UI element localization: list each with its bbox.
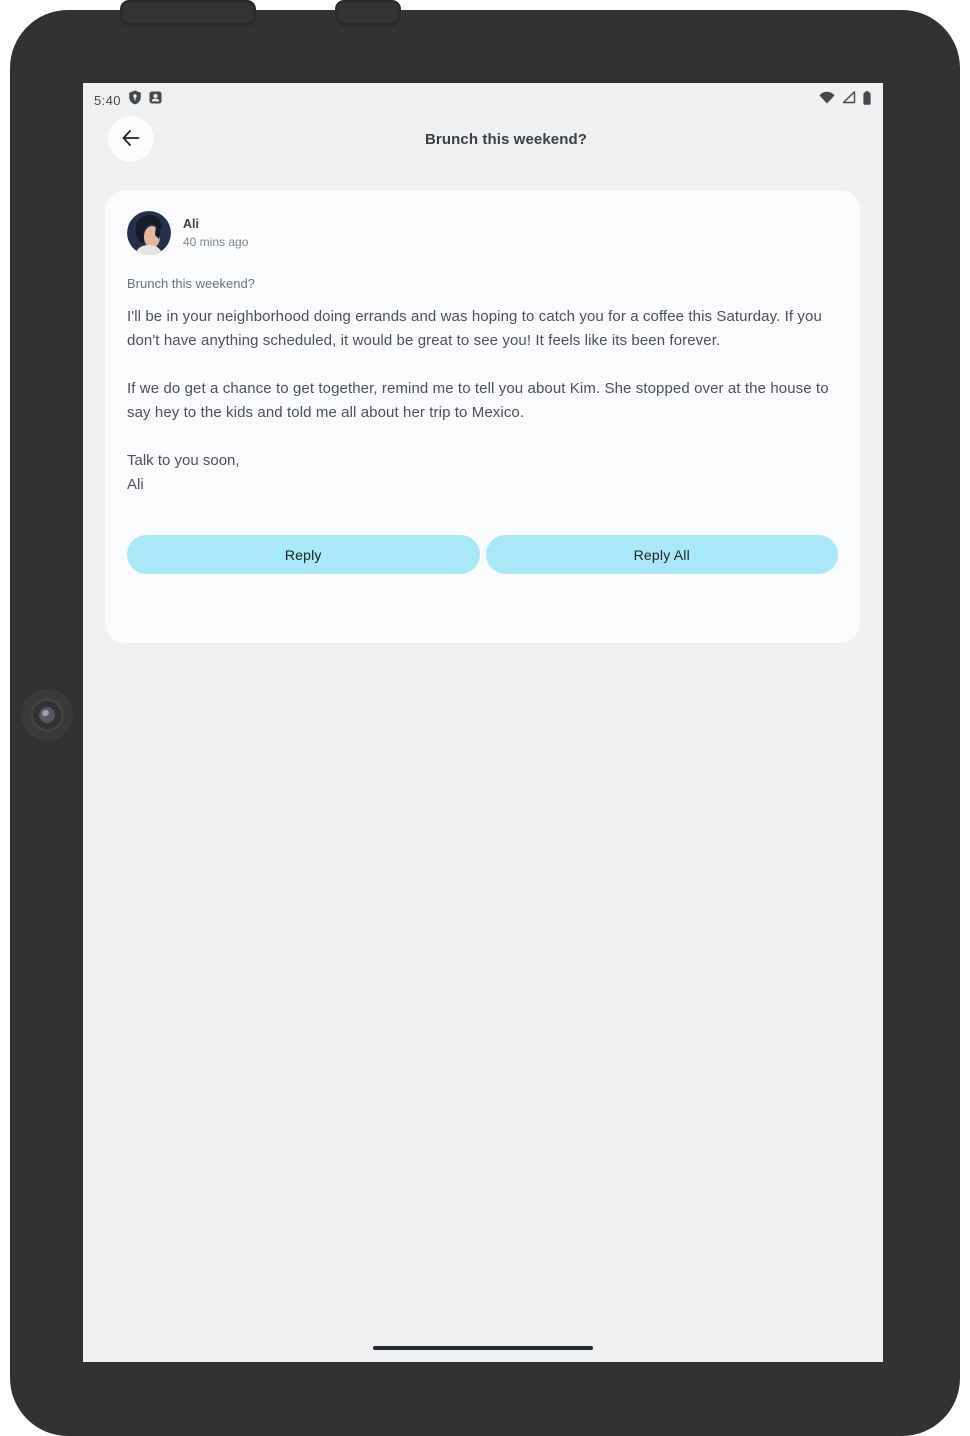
status-bar bbox=[83, 83, 883, 111]
sender-info bbox=[183, 217, 248, 249]
sender-row bbox=[127, 211, 838, 255]
reply-button[interactable]: Reply bbox=[127, 535, 480, 574]
email-card bbox=[105, 190, 860, 643]
page-title: Brunch this weekend? bbox=[424, 130, 588, 148]
back-arrow-icon bbox=[120, 127, 142, 152]
work-profile-icon bbox=[149, 91, 162, 109]
power-button bbox=[335, 0, 401, 26]
email-timestamp: 40 mins ago bbox=[183, 235, 249, 249]
email-body-paragraph: If we do get a chance to get together, remind me to tell you about Kim. She stopped over at the house to say hey to the kids and told me all about her trip to Mexico. bbox=[127, 380, 829, 421]
device-policy-shield-icon bbox=[128, 90, 142, 110]
email-body-paragraph: I'll be in your neighborhood doing errands and was hoping to catch you for a coffee this Saturday. If you don't have anything scheduled, it would be great to see you! It feels like its been forever. bbox=[127, 308, 822, 349]
sender-avatar bbox=[127, 211, 171, 255]
reply-actions bbox=[127, 535, 838, 574]
email-signoff bbox=[127, 449, 838, 497]
tablet-bezel bbox=[10, 10, 960, 1436]
status-time: 5:40 bbox=[94, 92, 121, 108]
front-camera bbox=[21, 689, 73, 741]
app-header bbox=[108, 116, 858, 162]
home-gesture-handle[interactable] bbox=[373, 1346, 593, 1350]
sender-name: Ali bbox=[183, 217, 199, 231]
email-subject: Brunch this weekend? bbox=[127, 276, 255, 291]
cellular-signal-icon bbox=[842, 91, 856, 109]
volume-button bbox=[120, 0, 256, 26]
signature-line: Ali bbox=[127, 476, 144, 493]
back-button[interactable] bbox=[108, 116, 154, 162]
wifi-icon bbox=[819, 91, 835, 109]
reply-all-button[interactable]: Reply All bbox=[486, 535, 839, 574]
android-screen bbox=[83, 83, 883, 1362]
battery-icon bbox=[863, 91, 871, 110]
signoff-line: Talk to you soon, bbox=[127, 452, 240, 469]
